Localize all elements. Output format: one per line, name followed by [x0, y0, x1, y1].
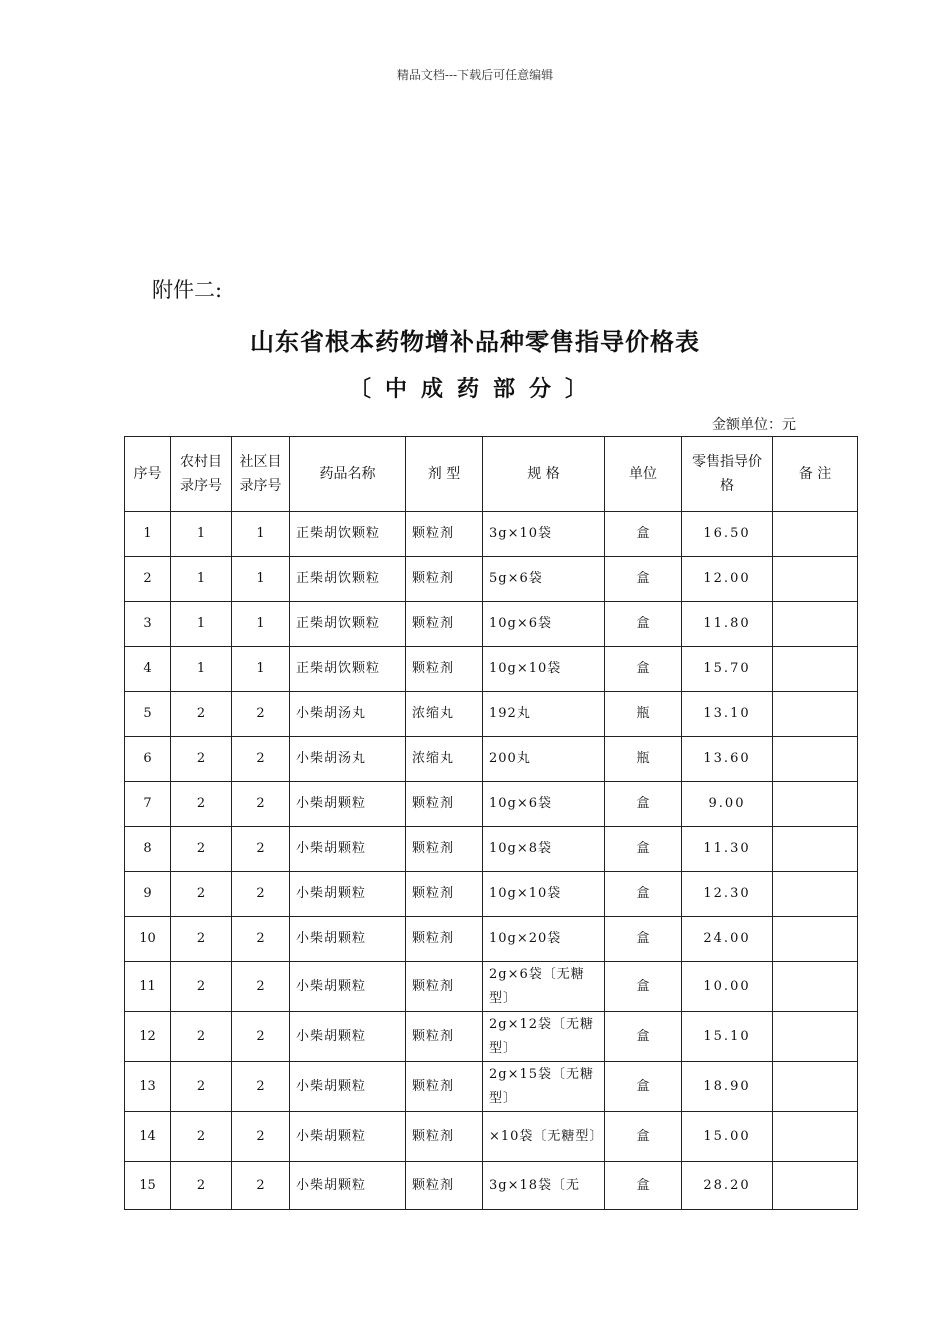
cell-price: 11.80 — [682, 602, 773, 647]
cell-no: 8 — [125, 827, 171, 872]
cell-spec: 10g×20袋 — [483, 917, 605, 962]
cell-form: 颗粒剂 — [406, 917, 483, 962]
cell-community: 2 — [232, 917, 290, 962]
cell-name: 小柴胡颗粒 — [290, 917, 406, 962]
cell-spec: 2g×6袋〔无糖型〕 — [483, 962, 605, 1012]
cell-note — [773, 1012, 858, 1062]
cell-no: 15 — [125, 1162, 171, 1210]
cell-form: 颗粒剂 — [406, 1012, 483, 1062]
cell-note — [773, 602, 858, 647]
cell-community: 2 — [232, 1012, 290, 1062]
cell-rural: 2 — [171, 1162, 232, 1210]
cell-name: 正柴胡饮颗粒 — [290, 647, 406, 692]
cell-price: 18.90 — [682, 1062, 773, 1112]
cell-form: 颗粒剂 — [406, 1062, 483, 1112]
cell-rural: 2 — [171, 692, 232, 737]
table-row — [125, 692, 858, 737]
col-header-rural: 农村目录序号 — [171, 437, 232, 512]
cell-name: 小柴胡颗粒 — [290, 1062, 406, 1112]
cell-note — [773, 557, 858, 602]
cell-note — [773, 692, 858, 737]
col-header-unit: 单位 — [605, 437, 682, 512]
cell-unit: 盒 — [605, 512, 682, 557]
table-row — [125, 1012, 858, 1062]
col-header-spec: 规 格 — [483, 437, 605, 512]
cell-rural: 1 — [171, 602, 232, 647]
table-row — [125, 827, 858, 872]
cell-note — [773, 827, 858, 872]
cell-note — [773, 962, 858, 1012]
attachment-label: 附件二: — [152, 278, 223, 302]
cell-note — [773, 1162, 858, 1210]
cell-note — [773, 917, 858, 962]
cell-unit: 盒 — [605, 962, 682, 1012]
cell-note — [773, 647, 858, 692]
cell-community: 2 — [232, 1162, 290, 1210]
table-row — [125, 782, 858, 827]
cell-rural: 2 — [171, 1012, 232, 1062]
cell-price: 15.10 — [682, 1012, 773, 1062]
cell-community: 2 — [232, 692, 290, 737]
cell-rural: 1 — [171, 557, 232, 602]
cell-name: 小柴胡颗粒 — [290, 782, 406, 827]
cell-name: 小柴胡颗粒 — [290, 872, 406, 917]
cell-community: 2 — [232, 1062, 290, 1112]
cell-name: 小柴胡颗粒 — [290, 1012, 406, 1062]
cell-no: 4 — [125, 647, 171, 692]
currency-unit-note: 金额单位：元 — [712, 417, 796, 433]
cell-unit: 盒 — [605, 602, 682, 647]
cell-rural: 2 — [171, 872, 232, 917]
price-table — [124, 436, 858, 1210]
cell-name: 正柴胡饮颗粒 — [290, 512, 406, 557]
cell-form: 颗粒剂 — [406, 872, 483, 917]
cell-note — [773, 512, 858, 557]
cell-no: 6 — [125, 737, 171, 782]
cell-note — [773, 782, 858, 827]
cell-form: 颗粒剂 — [406, 602, 483, 647]
cell-price: 15.00 — [682, 1112, 773, 1162]
cell-form: 颗粒剂 — [406, 512, 483, 557]
cell-unit: 盒 — [605, 917, 682, 962]
document-title: 山东省根本药物增补品种零售指导价格表 — [250, 327, 700, 356]
cell-community: 2 — [232, 737, 290, 782]
cell-spec: 10g×10袋 — [483, 872, 605, 917]
cell-unit: 盒 — [605, 557, 682, 602]
cell-form: 浓缩丸 — [406, 692, 483, 737]
cell-price: 13.60 — [682, 737, 773, 782]
table-row — [125, 647, 858, 692]
cell-form: 浓缩丸 — [406, 737, 483, 782]
cell-rural: 2 — [171, 917, 232, 962]
cell-spec: 10g×10袋 — [483, 647, 605, 692]
table-row — [125, 1062, 858, 1112]
table-row — [125, 602, 858, 647]
document-subtitle: 〔中成药部分〕 — [348, 376, 601, 402]
cell-spec: 3g×18袋〔无 — [483, 1162, 605, 1210]
cell-unit: 盒 — [605, 1112, 682, 1162]
cell-name: 小柴胡颗粒 — [290, 827, 406, 872]
cell-name: 正柴胡饮颗粒 — [290, 557, 406, 602]
cell-no: 1 — [125, 512, 171, 557]
cell-price: 10.00 — [682, 962, 773, 1012]
col-header-form: 剂 型 — [406, 437, 483, 512]
table-row — [125, 557, 858, 602]
cell-unit: 盒 — [605, 647, 682, 692]
cell-spec: 5g×6袋 — [483, 557, 605, 602]
cell-name: 正柴胡饮颗粒 — [290, 602, 406, 647]
cell-spec: 2g×12袋〔无糖型〕 — [483, 1012, 605, 1062]
col-header-note: 备 注 — [773, 437, 858, 512]
cell-name: 小柴胡汤丸 — [290, 737, 406, 782]
cell-rural: 2 — [171, 782, 232, 827]
cell-price: 15.70 — [682, 647, 773, 692]
cell-no: 7 — [125, 782, 171, 827]
cell-no: 14 — [125, 1112, 171, 1162]
cell-price: 12.00 — [682, 557, 773, 602]
cell-spec: 2g×15袋〔无糖型〕 — [483, 1062, 605, 1112]
cell-no: 3 — [125, 602, 171, 647]
cell-spec: 192丸 — [483, 692, 605, 737]
cell-name: 小柴胡颗粒 — [290, 1112, 406, 1162]
cell-price: 11.30 — [682, 827, 773, 872]
cell-form: 颗粒剂 — [406, 647, 483, 692]
table-row — [125, 1112, 858, 1162]
cell-form: 颗粒剂 — [406, 1112, 483, 1162]
cell-rural: 2 — [171, 737, 232, 782]
cell-community: 2 — [232, 782, 290, 827]
cell-note — [773, 737, 858, 782]
cell-community: 1 — [232, 647, 290, 692]
cell-community: 2 — [232, 872, 290, 917]
cell-unit: 盒 — [605, 1012, 682, 1062]
cell-rural: 2 — [171, 962, 232, 1012]
cell-spec: 10g×6袋 — [483, 602, 605, 647]
cell-no: 11 — [125, 962, 171, 1012]
cell-name: 小柴胡颗粒 — [290, 962, 406, 1012]
cell-unit: 盒 — [605, 1162, 682, 1210]
cell-no: 5 — [125, 692, 171, 737]
cell-no: 13 — [125, 1062, 171, 1112]
cell-form: 颗粒剂 — [406, 782, 483, 827]
cell-rural: 2 — [171, 1112, 232, 1162]
cell-form: 颗粒剂 — [406, 827, 483, 872]
cell-form: 颗粒剂 — [406, 962, 483, 1012]
cell-name: 小柴胡颗粒 — [290, 1162, 406, 1210]
cell-unit: 盒 — [605, 827, 682, 872]
cell-no: 9 — [125, 872, 171, 917]
cell-spec: 10g×8袋 — [483, 827, 605, 872]
cell-community: 2 — [232, 962, 290, 1012]
cell-unit: 瓶 — [605, 737, 682, 782]
cell-note — [773, 1062, 858, 1112]
cell-spec: 10g×6袋 — [483, 782, 605, 827]
col-header-price: 零售指导价格 — [682, 437, 773, 512]
cell-rural: 2 — [171, 827, 232, 872]
col-header-no: 序号 — [125, 437, 171, 512]
col-header-community: 社区目录序号 — [232, 437, 290, 512]
cell-community: 2 — [232, 1112, 290, 1162]
cell-price: 28.20 — [682, 1162, 773, 1210]
cell-note — [773, 872, 858, 917]
cell-community: 1 — [232, 557, 290, 602]
cell-price: 24.00 — [682, 917, 773, 962]
cell-unit: 盒 — [605, 872, 682, 917]
cell-rural: 2 — [171, 1062, 232, 1112]
cell-note — [773, 1112, 858, 1162]
cell-rural: 1 — [171, 647, 232, 692]
cell-form: 颗粒剂 — [406, 557, 483, 602]
page-header-note: 精品文档---下载后可任意编辑 — [396, 68, 554, 82]
cell-no: 10 — [125, 917, 171, 962]
cell-name: 小柴胡汤丸 — [290, 692, 406, 737]
cell-unit: 瓶 — [605, 692, 682, 737]
cell-unit: 盒 — [605, 1062, 682, 1112]
cell-no: 12 — [125, 1012, 171, 1062]
col-header-name: 药品名称 — [290, 437, 406, 512]
cell-no: 2 — [125, 557, 171, 602]
cell-community: 1 — [232, 512, 290, 557]
cell-form: 颗粒剂 — [406, 1162, 483, 1210]
table-row — [125, 962, 858, 1012]
cell-spec: 3g×10袋 — [483, 512, 605, 557]
cell-unit: 盒 — [605, 782, 682, 827]
table-header-row — [125, 437, 858, 512]
table-row — [125, 512, 858, 557]
cell-price: 12.30 — [682, 872, 773, 917]
cell-price: 13.10 — [682, 692, 773, 737]
table-row — [125, 737, 858, 782]
cell-price: 16.50 — [682, 512, 773, 557]
cell-spec: 200丸 — [483, 737, 605, 782]
cell-community: 2 — [232, 827, 290, 872]
table-row — [125, 917, 858, 962]
cell-spec: ×10袋〔无糖型〕 — [483, 1112, 605, 1162]
table-row — [125, 1162, 858, 1210]
cell-price: 9.00 — [682, 782, 773, 827]
cell-rural: 1 — [171, 512, 232, 557]
cell-community: 1 — [232, 602, 290, 647]
table-row — [125, 872, 858, 917]
